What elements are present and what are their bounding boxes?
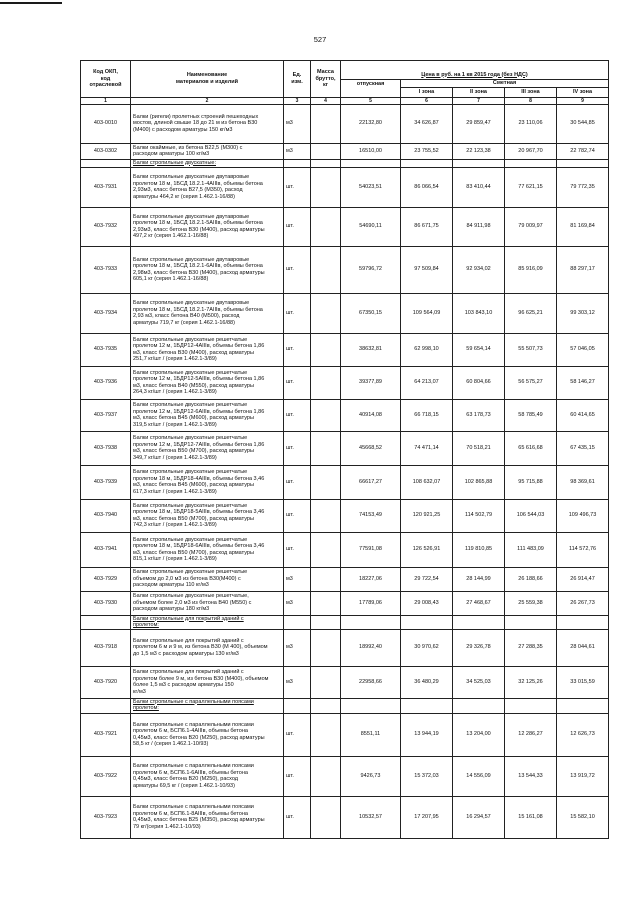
section-header-row (81, 159, 609, 167)
zone-1-price-cell: 34 626,87 (401, 104, 453, 143)
unit-cell (284, 615, 311, 629)
zone-4-price-cell: 28 044,61 (557, 629, 609, 666)
gross-mass-cell (311, 293, 341, 333)
zone-1-price-cell (401, 698, 453, 713)
zone-2-price-cell: 16 294,57 (453, 796, 505, 838)
release-price-cell: 66617,27 (341, 465, 401, 499)
okp-code-cell: 403-7931 (81, 167, 131, 207)
material-name-cell: Балки стропильные с параллельными поясами пролетом 6 м, БСП6.1-8АIIIв, объемы бетона 0,45м3, класс бетона В25 (М350), расход арматуры 79 кг/(серия 1.462.1-10/93) (131, 796, 284, 838)
release-price-cell (341, 159, 401, 167)
zone-3-price-cell: 79 009,97 (505, 207, 557, 246)
unit-cell: шт. (284, 532, 311, 567)
column-number: 7 (453, 97, 505, 104)
zone-3-price-cell: 55 507,73 (505, 333, 557, 366)
zone-1-price-cell (401, 159, 453, 167)
release-price-cell: 54023,51 (341, 167, 401, 207)
material-name-cell: Балки стропильные двускатные решетчатые объемом до 2,0 м3 из бетона В30(М400) с расходом арматуры 110 кг/м3 (131, 567, 284, 591)
zone-3-price-cell (505, 698, 557, 713)
table-body (81, 104, 609, 838)
release-price-cell (341, 698, 401, 713)
release-price-cell: 22958,66 (341, 666, 401, 698)
okp-code-cell: 403-7933 (81, 246, 131, 293)
material-name-cell: Балки (ригели) пролетных строений пешеходных мостов, длиной свыше 18 до 21 м из бетона В30 (М400) с расходом арматуры 150 кг/м3 (131, 104, 284, 143)
okp-code-cell: 403-7935 (81, 333, 131, 366)
header-zone-1: I зона (401, 87, 453, 97)
unit-cell: шт. (284, 167, 311, 207)
okp-code-cell (81, 615, 131, 629)
column-number-row (81, 97, 609, 104)
release-price-cell: 17789,06 (341, 591, 401, 615)
okp-code-cell: 403-7938 (81, 431, 131, 465)
unit-cell: шт. (284, 499, 311, 532)
zone-4-price-cell: 81 169,84 (557, 207, 609, 246)
release-price-cell: 77591,08 (341, 532, 401, 567)
gross-mass-cell (311, 399, 341, 431)
zone-3-price-cell: 106 544,03 (505, 499, 557, 532)
section-header-row (81, 615, 609, 629)
zone-3-price-cell: 12 286,27 (505, 713, 557, 756)
section-header-row (81, 698, 609, 713)
okp-code-cell: 403-7922 (81, 756, 131, 796)
unit-cell: шт. (284, 465, 311, 499)
material-name-cell: Балки стропильные двускатные решетчатые пролетом 12 м, 1БДР12-6АIIIв, объемы бетона 1,86 м3, класс бетона В45 (М600), расход арматуры 319,5 кг/шт / (серия 1.462.1-3/89) (131, 399, 284, 431)
zone-1-price-cell: 23 755,52 (401, 143, 453, 159)
okp-code-cell: 403-7921 (81, 713, 131, 756)
unit-cell: шт. (284, 333, 311, 366)
zone-2-price-cell: 119 810,85 (453, 532, 505, 567)
okp-code-cell: 403-7939 (81, 465, 131, 499)
section-title: Балки стропильные для покрытий зданий с пролетом: (131, 615, 284, 629)
unit-cell: м3 (284, 666, 311, 698)
unit-cell: м3 (284, 143, 311, 159)
zone-4-price-cell: 12 626,73 (557, 713, 609, 756)
gross-mass-cell (311, 207, 341, 246)
zone-2-price-cell: 14 556,09 (453, 756, 505, 796)
header-zone-4: IV зона (557, 87, 609, 97)
okp-code-cell (81, 159, 131, 167)
table-row (81, 207, 609, 246)
header-okp-code: Код ОКП, код отраслевой (81, 61, 131, 98)
material-name-cell: Балки стропильные двускатные двутавровые пролетом 18 м, 1БСД 18.2.1-5АIIIв, объемы бетона 2,93м3, класс бетона В30 (М400), расход арматуры 497,2 кг (серия 1.462.1-16/88) (131, 207, 284, 246)
gross-mass-cell (311, 167, 341, 207)
zone-1-price-cell: 62 998,10 (401, 333, 453, 366)
zone-1-price-cell: 120 921,25 (401, 499, 453, 532)
okp-code-cell: 403-7918 (81, 629, 131, 666)
zone-3-price-cell: 56 575,27 (505, 366, 557, 399)
okp-code-cell: 403-7929 (81, 567, 131, 591)
release-price-cell (341, 615, 401, 629)
zone-3-price-cell: 32 125,26 (505, 666, 557, 698)
zone-2-price-cell: 92 934,02 (453, 246, 505, 293)
gross-mass-cell (311, 532, 341, 567)
table-row (81, 532, 609, 567)
zone-3-price-cell: 96 625,21 (505, 293, 557, 333)
zone-3-price-cell: 77 621,15 (505, 167, 557, 207)
unit-cell: м3 (284, 629, 311, 666)
zone-3-price-cell: 26 188,66 (505, 567, 557, 591)
column-number: 4 (311, 97, 341, 104)
release-price-cell: 16510,00 (341, 143, 401, 159)
table-row (81, 796, 609, 838)
material-name-cell: Балки стропильные с параллельными поясами пролетом 6 м, БСП6.1-6АIIIв, объемы бетона 0,45м3, класс бетона В20 (М250), расход арматуры 69,5 кг / (серия 1.462.1-10/93) (131, 756, 284, 796)
table-row (81, 246, 609, 293)
gross-mass-cell (311, 104, 341, 143)
table-row (81, 333, 609, 366)
zone-4-price-cell: 30 544,85 (557, 104, 609, 143)
zone-2-price-cell: 29 326,78 (453, 629, 505, 666)
zone-3-price-cell (505, 159, 557, 167)
column-number: 8 (505, 97, 557, 104)
zone-2-price-cell: 27 468,67 (453, 591, 505, 615)
zone-2-price-cell: 114 502,79 (453, 499, 505, 532)
zone-4-price-cell: 57 046,05 (557, 333, 609, 366)
zone-3-price-cell: 58 785,49 (505, 399, 557, 431)
zone-1-price-cell: 15 372,03 (401, 756, 453, 796)
zone-2-price-cell: 13 204,00 (453, 713, 505, 756)
zone-3-price-cell: 65 616,68 (505, 431, 557, 465)
release-price-cell: 54690,11 (341, 207, 401, 246)
column-number: 9 (557, 97, 609, 104)
table-row (81, 293, 609, 333)
gross-mass-cell (311, 366, 341, 399)
gross-mass-cell (311, 499, 341, 532)
release-price-cell: 22132,80 (341, 104, 401, 143)
okp-code-cell: 403-7940 (81, 499, 131, 532)
release-price-cell: 67350,15 (341, 293, 401, 333)
zone-1-price-cell: 108 632,07 (401, 465, 453, 499)
unit-cell: м3 (284, 104, 311, 143)
zone-1-price-cell: 126 526,91 (401, 532, 453, 567)
gross-mass-cell (311, 698, 341, 713)
release-price-cell: 18992,40 (341, 629, 401, 666)
unit-cell: шт. (284, 366, 311, 399)
zone-2-price-cell: 22 123,38 (453, 143, 505, 159)
table-row (81, 666, 609, 698)
table-header (81, 61, 609, 105)
release-price-cell: 8551,11 (341, 713, 401, 756)
okp-code-cell: 403-0302 (81, 143, 131, 159)
table-row (81, 366, 609, 399)
release-price-cell: 45668,52 (341, 431, 401, 465)
table-row (81, 399, 609, 431)
price-table (80, 60, 609, 839)
section-title: Балки стропильные с параллельными поясами пролетом: (131, 698, 284, 713)
table-row (81, 143, 609, 159)
zone-2-price-cell (453, 698, 505, 713)
zone-3-price-cell: 23 110,06 (505, 104, 557, 143)
zone-4-price-cell (557, 615, 609, 629)
gross-mass-cell (311, 567, 341, 591)
zone-3-price-cell: 15 161,08 (505, 796, 557, 838)
header-release-price: отпускная (341, 80, 401, 98)
material-name-cell: Балки стропильные для покрытий зданий с пролетом более 9 м, из бетона В30 (М400), объемом более 1,5 м3 с расходом арматуры 150 кг/м3 (131, 666, 284, 698)
table-row (81, 629, 609, 666)
column-number: 6 (401, 97, 453, 104)
release-price-cell: 38632,81 (341, 333, 401, 366)
release-price-cell: 59796,72 (341, 246, 401, 293)
header-unit: Ед. изм. (284, 61, 311, 98)
scan-artifact-line (0, 2, 62, 4)
zone-4-price-cell: 15 582,10 (557, 796, 609, 838)
gross-mass-cell (311, 796, 341, 838)
zone-2-price-cell (453, 159, 505, 167)
table-row (81, 465, 609, 499)
zone-3-price-cell: 85 916,09 (505, 246, 557, 293)
okp-code-cell: 403-7930 (81, 591, 131, 615)
zone-4-price-cell: 33 015,59 (557, 666, 609, 698)
material-name-cell: Балки стропильные двускатные решетчатые пролетом 12 м, 1БДР12-5АIIIв, объемы бетона 1,86 м3, класс бетона В40 (М550), расход арматуры 264,3 кг/шт / (серия 1.462.1-3/89) (131, 366, 284, 399)
gross-mass-cell (311, 431, 341, 465)
unit-cell: шт. (284, 293, 311, 333)
zone-2-price-cell: 28 144,99 (453, 567, 505, 591)
zone-4-price-cell: 88 297,17 (557, 246, 609, 293)
material-name-cell: Балки стропильные двускатные решетчатые пролетом 12 м, 1БДР12-4АIIIв, объемы бетона 1,86 м3, класс бетона В30 (М400), расход арматуры 251,7 кг/шт / (серия 1.462.1-3/89) (131, 333, 284, 366)
zone-2-price-cell: 29 859,47 (453, 104, 505, 143)
zone-4-price-cell: 114 572,76 (557, 532, 609, 567)
zone-2-price-cell: 103 843,10 (453, 293, 505, 333)
zone-3-price-cell: 27 288,35 (505, 629, 557, 666)
table-row (81, 167, 609, 207)
zone-4-price-cell: 13 919,72 (557, 756, 609, 796)
header-material-name: Наименование материалов и изделий (131, 61, 284, 98)
table-row (81, 567, 609, 591)
zone-1-price-cell: 74 471,14 (401, 431, 453, 465)
material-name-cell: Балки стропильные двускатные решетчатые пролетом 12 м, 1БДР12-7АIIIв, объемы бетона 1,86 м3, класс бетона В50 (М700), расход арматуры 349,7 кг/шт / (серия 1.462.1-3/89) (131, 431, 284, 465)
zone-4-price-cell: 58 146,27 (557, 366, 609, 399)
zone-4-price-cell: 98 369,61 (557, 465, 609, 499)
header-estimate-price: Сметная (401, 80, 609, 88)
zone-2-price-cell: 83 410,44 (453, 167, 505, 207)
table-row (81, 713, 609, 756)
zone-1-price-cell: 86 066,54 (401, 167, 453, 207)
okp-code-cell: 403-7932 (81, 207, 131, 246)
zone-1-price-cell: 66 718,15 (401, 399, 453, 431)
zone-1-price-cell: 29 722,54 (401, 567, 453, 591)
column-number: 3 (284, 97, 311, 104)
gross-mass-cell (311, 159, 341, 167)
zone-3-price-cell: 25 559,38 (505, 591, 557, 615)
table-row (81, 756, 609, 796)
unit-cell: шт. (284, 713, 311, 756)
material-name-cell: Балки стропильные двускатные решетчатые пролетом 18 м, 1БДР18-6АIIIв, объемы бетона 3,46 м3, класс бетона В50 (М700), расход арматуры 815,1 кг/шт / (серия 1.462.1-3/89) (131, 532, 284, 567)
column-number: 5 (341, 97, 401, 104)
zone-1-price-cell: 36 480,29 (401, 666, 453, 698)
okp-code-cell: 403-7937 (81, 399, 131, 431)
okp-code-cell: 403-7936 (81, 366, 131, 399)
zone-2-price-cell: 59 654,14 (453, 333, 505, 366)
page-number: 527 (313, 35, 327, 44)
zone-1-price-cell: 17 207,95 (401, 796, 453, 838)
zone-3-price-cell: 13 544,33 (505, 756, 557, 796)
material-name-cell: Балки стропильные для покрытий зданий с пролетом 6 м и 9 м, из бетона В30 (М 400), объемом до 1,5 м3 с расходом арматуры 130 кг/м3 (131, 629, 284, 666)
zone-4-price-cell: 26 914,47 (557, 567, 609, 591)
zone-2-price-cell: 63 178,73 (453, 399, 505, 431)
zone-1-price-cell: 86 671,75 (401, 207, 453, 246)
release-price-cell: 18227,06 (341, 567, 401, 591)
okp-code-cell: 403-7920 (81, 666, 131, 698)
column-number: 1 (81, 97, 131, 104)
release-price-cell: 9426,73 (341, 756, 401, 796)
zone-3-price-cell: 111 483,09 (505, 532, 557, 567)
material-name-cell: Балки стропильные двускатные решетчатые, объемом более 2,0 м3 из бетона В40 (М550) с расходом арматуры 180 кг/м3 (131, 591, 284, 615)
zone-1-price-cell: 97 509,84 (401, 246, 453, 293)
zone-1-price-cell: 29 008,43 (401, 591, 453, 615)
zone-4-price-cell: 60 414,65 (557, 399, 609, 431)
zone-1-price-cell: 64 213,07 (401, 366, 453, 399)
zone-3-price-cell (505, 615, 557, 629)
unit-cell: м3 (284, 567, 311, 591)
gross-mass-cell (311, 629, 341, 666)
material-name-cell: Балки стропильные двускатные двутавровые пролетом 18 м, 1БСД 18.2.1-6АIIIв, объемы бетона 2,98м3, класс бетона В30 (М400), расход арматуры 605,1 кг (серия 1.462.1-16/88) (131, 246, 284, 293)
unit-cell (284, 698, 311, 713)
gross-mass-cell (311, 666, 341, 698)
zone-2-price-cell: 34 525,03 (453, 666, 505, 698)
okp-code-cell: 403-7934 (81, 293, 131, 333)
unit-cell: шт. (284, 796, 311, 838)
zone-1-price-cell: 13 944,19 (401, 713, 453, 756)
gross-mass-cell (311, 756, 341, 796)
gross-mass-cell (311, 591, 341, 615)
material-name-cell: Балки стропильные двускатные двутавровые пролетом 18 м, 1БСД 18.2.1-7АIIIв, объемы бетона 2,93 м3, класс бетона В40 (М500), расход арматуры 719,7 кг (серия 1.462.1-16/88) (131, 293, 284, 333)
table-row (81, 591, 609, 615)
okp-code-cell: 403-7923 (81, 796, 131, 838)
gross-mass-cell (311, 465, 341, 499)
header-row (81, 61, 609, 80)
zone-4-price-cell: 26 267,73 (557, 591, 609, 615)
gross-mass-cell (311, 333, 341, 366)
zone-2-price-cell: 60 804,66 (453, 366, 505, 399)
release-price-cell: 74153,49 (341, 499, 401, 532)
gross-mass-cell (311, 615, 341, 629)
zone-2-price-cell: 102 865,88 (453, 465, 505, 499)
table-row (81, 104, 609, 143)
section-title: Балки стропильные двускатные: (131, 159, 284, 167)
release-price-cell: 39377,89 (341, 366, 401, 399)
zone-2-price-cell: 70 518,21 (453, 431, 505, 465)
zone-1-price-cell (401, 615, 453, 629)
material-name-cell: Балки стропильные двускатные двутавровые пролетом 18 м, 1БСД 18.2.1-4АIIIв, объемы бетона 2,93м3, класс бетона В27,5 (М350), расход арматуры 464,2 кг (серия 1.462.1-16/88) (131, 167, 284, 207)
release-price-cell: 10532,57 (341, 796, 401, 838)
zone-3-price-cell: 20 967,70 (505, 143, 557, 159)
zone-2-price-cell: 84 911,98 (453, 207, 505, 246)
okp-code-cell: 403-7941 (81, 532, 131, 567)
material-name-cell: Балки стропильные с параллельными поясами пролетом 6 м, БСП6.1-4АIIIв, объемы бетона 0,45м3, класс бетона В20 (М250), расход арматуры 58,5 кг / (серия 1.462.1-10/93) (131, 713, 284, 756)
table-row (81, 499, 609, 532)
gross-mass-cell (311, 713, 341, 756)
zone-1-price-cell: 109 564,09 (401, 293, 453, 333)
zone-1-price-cell: 30 970,62 (401, 629, 453, 666)
unit-cell: шт. (284, 431, 311, 465)
unit-cell (284, 159, 311, 167)
release-price-cell: 40914,08 (341, 399, 401, 431)
zone-4-price-cell: 67 435,15 (557, 431, 609, 465)
zone-2-price-cell (453, 615, 505, 629)
gross-mass-cell (311, 143, 341, 159)
unit-cell: шт. (284, 399, 311, 431)
zone-3-price-cell: 95 715,88 (505, 465, 557, 499)
header-zone-2: II зона (453, 87, 505, 97)
zone-4-price-cell: 22 782,74 (557, 143, 609, 159)
header-gross-mass: Масса брутто, кг (311, 61, 341, 98)
okp-code-cell: 403-0010 (81, 104, 131, 143)
header-price: Цена в руб. на 1 кв 2015 года (без НДС) (341, 61, 609, 80)
unit-cell: шт. (284, 246, 311, 293)
zone-4-price-cell (557, 698, 609, 713)
material-name-cell: Балки окаймные, из бетона В22,5 (М300) с расходом арматуры 100 кг/м3 (131, 143, 284, 159)
okp-code-cell (81, 698, 131, 713)
zone-4-price-cell: 99 303,12 (557, 293, 609, 333)
header-zone-3: III зона (505, 87, 557, 97)
unit-cell: шт. (284, 756, 311, 796)
material-name-cell: Балки стропильные двускатные решетчатые пролетом 18 м, 1БДР18-5АIIIв, объемы бетона 3,46 м3, класс бетона В50 (М700), расход арматуры 742,3 кг/шт / (серия 1.462.1-3/89) (131, 499, 284, 532)
material-name-cell: Балки стропильные двускатные решетчатые пролетом 18 м, 1БДР18-4АIIIв, объемы бетона 3,46 м3, класс бетона В45 (М600), расход арматуры 617,3 кг/шт / (серия 1.462.1-3/89) (131, 465, 284, 499)
zone-4-price-cell: 79 772,35 (557, 167, 609, 207)
gross-mass-cell (311, 246, 341, 293)
column-number: 2 (131, 97, 284, 104)
unit-cell: шт. (284, 207, 311, 246)
unit-cell: м3 (284, 591, 311, 615)
zone-4-price-cell: 109 496,73 (557, 499, 609, 532)
zone-4-price-cell (557, 159, 609, 167)
table-row (81, 431, 609, 465)
